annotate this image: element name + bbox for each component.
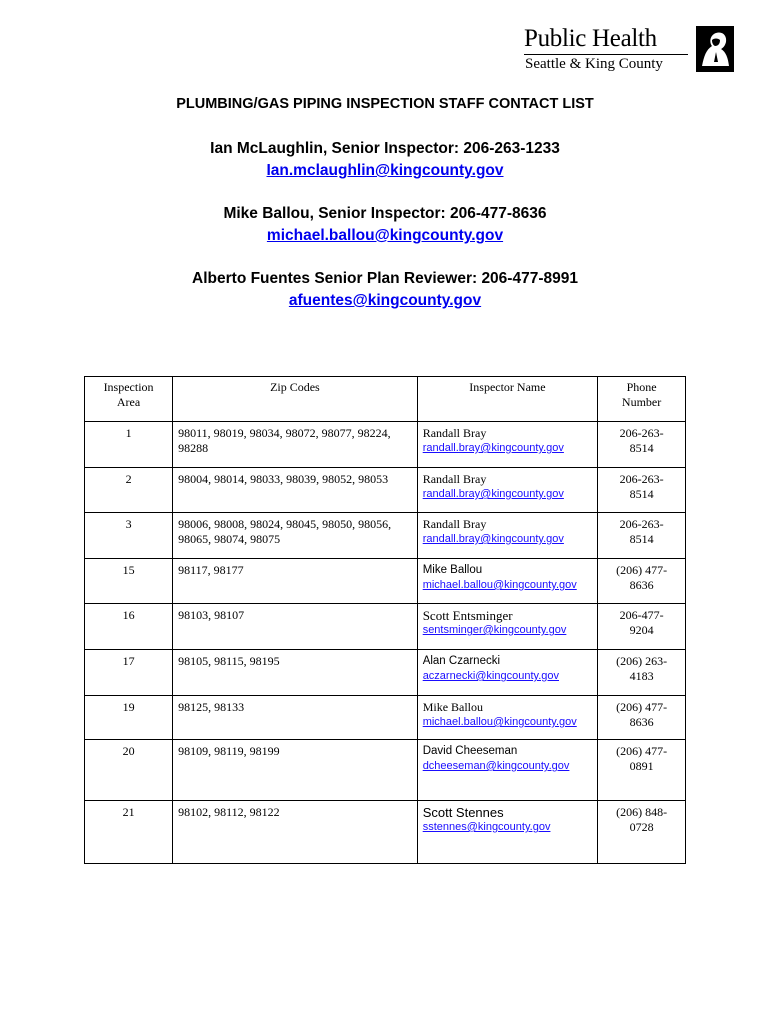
cell-phone-number <box>598 513 686 559</box>
cell-zip-codes: 98117, 98177 <box>173 559 418 604</box>
cell-zip-codes: 98105, 98115, 98195 <box>173 650 418 696</box>
contact-block-1 <box>0 138 770 182</box>
inspector-email-link[interactable]: randall.bray@kingcounty.gov <box>422 442 564 454</box>
public-health-logo <box>524 24 736 76</box>
cell-phone-number <box>598 468 686 513</box>
cell-zip-codes: 98102, 98112, 98122 <box>173 801 418 864</box>
phone-part: (206) 477- <box>616 744 668 758</box>
cell-zip-codes: 98103, 98107 <box>173 604 418 650</box>
table-row <box>85 559 686 604</box>
phone-part: 206-263- <box>619 472 664 486</box>
header-phone-number <box>598 377 686 422</box>
cell-inspection-area: 1 <box>85 422 173 468</box>
inspector-name: Mike Ballou <box>422 564 483 576</box>
inspector-email-link[interactable]: dcheeseman@kingcounty.gov <box>422 760 570 772</box>
inspector-name: Scott Entsminger <box>422 608 513 623</box>
cell-zip-codes: 98011, 98019, 98034, 98072, 98077, 98224, 98288 <box>173 422 418 468</box>
inspector-email-link[interactable]: sentsminger@kingcounty.gov <box>422 624 567 636</box>
table-row <box>85 468 686 513</box>
cell-zip-codes: 98109, 98119, 98199 <box>173 740 418 801</box>
contact-email-link[interactable]: afuentes@kingcounty.gov <box>288 292 482 309</box>
phone-part: 206-477- <box>619 608 664 622</box>
document-title: PLUMBING/GAS PIPING INSPECTION STAFF CONTACT LIST <box>176 96 594 112</box>
contact-block-2 <box>0 203 770 247</box>
phone-part: 8514 <box>629 487 654 501</box>
table-row <box>85 650 686 696</box>
cell-phone-number <box>598 650 686 696</box>
cell-inspector <box>417 422 598 468</box>
cell-inspection-area: 3 <box>85 513 173 559</box>
header-text: Number <box>621 395 662 409</box>
phone-part: (206) 477- <box>616 563 668 577</box>
cell-inspector <box>417 801 598 864</box>
phone-part: 206-263- <box>619 517 664 531</box>
header-zip-codes: Zip Codes <box>173 377 418 422</box>
cell-inspector <box>417 696 598 740</box>
inspector-name: Randall Bray <box>422 426 487 440</box>
cell-zip-codes: 98125, 98133 <box>173 696 418 740</box>
inspector-email-link[interactable]: aczarnecki@kingcounty.gov <box>422 670 559 682</box>
contact-email-link[interactable]: michael.ballou@kingcounty.gov <box>266 227 504 244</box>
inspector-name: Randall Bray <box>422 517 487 531</box>
contact-line: Ian McLaughlin, Senior Inspector: 206-263-1233 <box>210 140 560 157</box>
inspector-email-link[interactable]: randall.bray@kingcounty.gov <box>422 533 564 545</box>
cell-inspector <box>417 513 598 559</box>
table-row <box>85 604 686 650</box>
phone-part: 0728 <box>629 820 654 834</box>
contact-line: Alberto Fuentes Senior Plan Reviewer: 206-477-8991 <box>192 270 578 287</box>
cell-inspection-area: 19 <box>85 696 173 740</box>
header-inspection-area <box>85 377 173 422</box>
phone-part: 0891 <box>629 759 654 773</box>
header-inspector-name: Inspector Name <box>417 377 598 422</box>
phone-part: 8514 <box>629 441 654 455</box>
cell-phone-number <box>598 604 686 650</box>
table-row <box>85 740 686 801</box>
cell-inspector <box>417 604 598 650</box>
cell-inspection-area: 20 <box>85 740 173 801</box>
cell-inspection-area: 21 <box>85 801 173 864</box>
cell-phone-number <box>598 559 686 604</box>
cell-inspection-area: 2 <box>85 468 173 513</box>
phone-part: 206-263- <box>619 426 664 440</box>
contact-line: Mike Ballou, Senior Inspector: 206-477-8636 <box>223 205 547 222</box>
header-text: Area <box>116 395 141 409</box>
contact-email-link[interactable]: Ian.mclaughlin@kingcounty.gov <box>266 162 504 179</box>
cell-phone-number <box>598 422 686 468</box>
table-row <box>85 422 686 468</box>
cell-inspector <box>417 740 598 801</box>
contact-block-3 <box>0 268 770 312</box>
table-row <box>85 696 686 740</box>
inspector-email-link[interactable]: sstennes@kingcounty.gov <box>422 821 551 833</box>
silhouette-portrait-icon <box>696 26 734 72</box>
inspector-name: Mike Ballou <box>422 700 484 714</box>
table-row <box>85 513 686 559</box>
table-header-row <box>85 377 686 422</box>
header-text: Inspection <box>103 380 154 394</box>
cell-inspector <box>417 559 598 604</box>
cell-inspection-area: 16 <box>85 604 173 650</box>
cell-phone-number <box>598 696 686 740</box>
inspection-staff-table <box>84 376 686 864</box>
cell-zip-codes: 98004, 98014, 98033, 98039, 98052, 98053 <box>173 468 418 513</box>
inspector-email-link[interactable]: randall.bray@kingcounty.gov <box>422 488 564 500</box>
cell-inspection-area: 17 <box>85 650 173 696</box>
phone-part: (206) 848- <box>616 805 668 819</box>
inspector-email-link[interactable]: michael.ballou@kingcounty.gov <box>422 579 577 591</box>
cell-inspection-area: 15 <box>85 559 173 604</box>
logo-title: Public Health <box>524 25 657 52</box>
phone-part: 8514 <box>629 532 654 546</box>
table-row <box>85 801 686 864</box>
phone-part: (206) 263- <box>616 654 668 668</box>
phone-part: (206) 477- <box>616 700 668 714</box>
logo-subtitle: Seattle & King County <box>525 56 663 72</box>
inspector-email-link[interactable]: michael.ballou@kingcounty.gov <box>422 716 577 728</box>
cell-phone-number <box>598 740 686 801</box>
phone-part: 8636 <box>629 715 654 729</box>
cell-phone-number <box>598 801 686 864</box>
phone-part: 8636 <box>629 578 654 592</box>
inspector-name: Alan Czarnecki <box>422 655 501 667</box>
cell-zip-codes: 98006, 98008, 98024, 98045, 98050, 98056, 98065, 98074, 98075 <box>173 513 418 559</box>
inspector-name: Scott Stennes <box>422 805 504 820</box>
cell-inspector <box>417 468 598 513</box>
phone-part: 4183 <box>629 669 654 683</box>
inspector-name: Randall Bray <box>422 472 487 486</box>
phone-part: 9204 <box>629 623 654 637</box>
header-text: Phone <box>626 380 657 394</box>
inspector-name: David Cheeseman <box>422 745 518 757</box>
cell-inspector <box>417 650 598 696</box>
